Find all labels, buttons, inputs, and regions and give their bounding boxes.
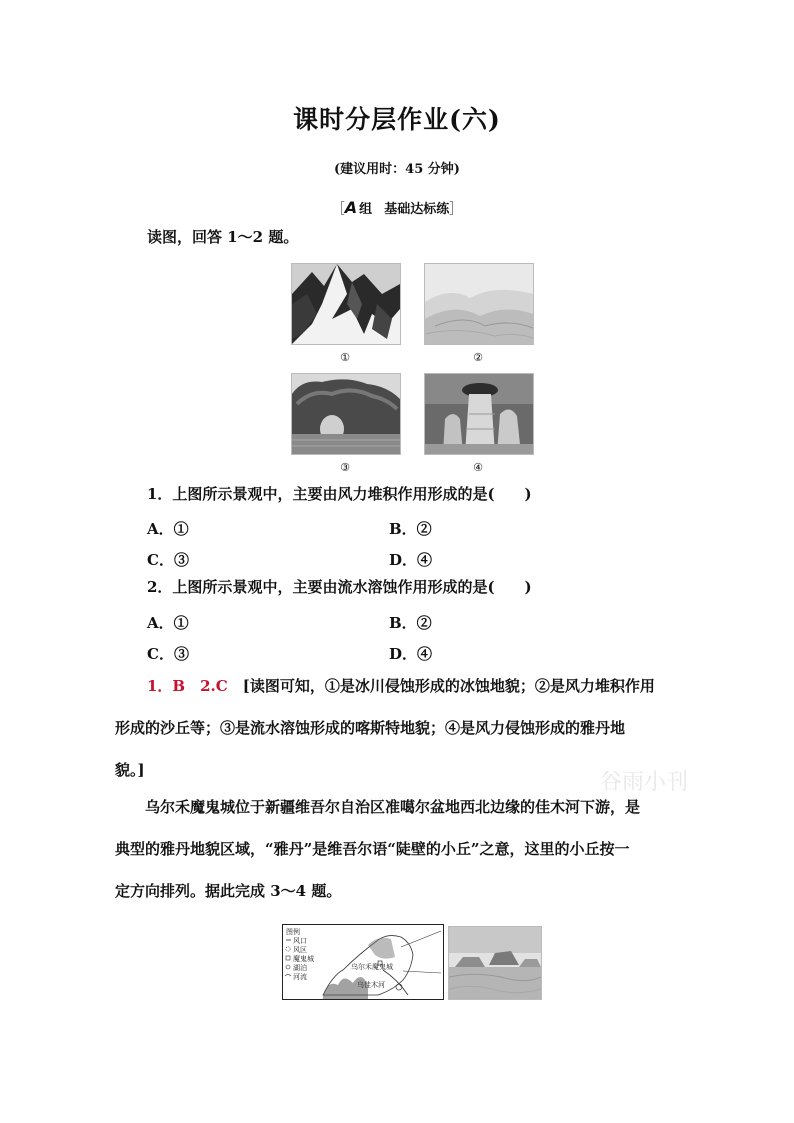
q2-option-d: D．④ bbox=[389, 645, 433, 663]
answer-explanation-1: [读图可知，①是冰川侵蚀形成的冰蚀地貌；②是风力堆积作用 bbox=[242, 677, 655, 695]
legend-wind-zone: 风区 bbox=[293, 946, 307, 954]
map-legend bbox=[285, 927, 314, 981]
group-bracket-open: ［ bbox=[331, 202, 345, 217]
group-bracket-close: ］ bbox=[449, 202, 463, 217]
group-header bbox=[0, 198, 794, 217]
photo-glacier bbox=[291, 263, 401, 345]
photo-karst bbox=[291, 373, 401, 455]
caption-3: ③ bbox=[340, 461, 350, 474]
q1-option-c: C．③ bbox=[147, 551, 189, 569]
answer-line-3: 貌。] bbox=[115, 761, 145, 779]
q1-option-a: A．① bbox=[147, 520, 189, 538]
yardang-map bbox=[282, 924, 444, 1000]
passage-line-2: 典型的雅丹地貌区域，“雅丹”是维吾尔语“陡壁的小丘”之意，这里的小丘按一 bbox=[115, 840, 630, 858]
group-label: 基础达标练 bbox=[384, 202, 450, 217]
photo-dunes bbox=[424, 263, 534, 345]
map-label-river: 乌佳木河 bbox=[357, 981, 385, 989]
caption-4: ④ bbox=[473, 461, 483, 474]
group-letter: A bbox=[344, 198, 358, 217]
q1-option-d: D．④ bbox=[389, 551, 433, 569]
photo-devil-city bbox=[448, 926, 542, 1000]
passage-line-3: 定方向排列。据此完成 3～4 题。 bbox=[115, 882, 342, 900]
legend-river: 河流 bbox=[293, 973, 307, 981]
q2-option-a: A．① bbox=[147, 614, 189, 632]
answer-line-2: 形成的沙丘等；③是流水溶蚀形成的喀斯特地貌；④是风力侵蚀形成的雅丹地 bbox=[115, 719, 626, 737]
map-legend-title: 图例 bbox=[286, 928, 300, 936]
suggested-time: (建议用时：45 分钟) bbox=[334, 162, 460, 177]
photo-yardang bbox=[424, 373, 534, 455]
answer-line-1 bbox=[147, 665, 655, 707]
caption-2: ② bbox=[473, 351, 483, 364]
page-title: 课时分层作业(六) bbox=[293, 105, 501, 134]
legend-wind-gap: 风口 bbox=[293, 937, 307, 945]
answer-key: 1．B 2.C bbox=[147, 677, 228, 695]
q2-option-b: B．② bbox=[389, 614, 432, 632]
legend-lake: 湖泊 bbox=[293, 964, 307, 972]
legend-devil-city: 魔鬼城 bbox=[293, 955, 314, 963]
intro-text: 读图，回答 1～2 题。 bbox=[147, 228, 299, 246]
watermark: 谷雨小刊 bbox=[600, 770, 689, 795]
group-name: 组 bbox=[359, 202, 373, 217]
q1-stem: 1．上图所示景观中，主要由风力堆积作用形成的是( ) bbox=[147, 485, 532, 503]
q2-option-c: C．③ bbox=[147, 645, 189, 663]
q2-stem: 2．上图所示景观中，主要由流水溶蚀作用形成的是( ) bbox=[147, 578, 532, 596]
q1-option-b: B．② bbox=[389, 520, 432, 538]
caption-1: ① bbox=[340, 351, 350, 364]
map-label-city: 乌尔禾魔鬼城 bbox=[351, 963, 393, 971]
passage-line-1: 乌尔禾魔鬼城位于新疆维吾尔自治区准噶尔盆地西北边缘的佳木河下游，是 bbox=[145, 798, 641, 816]
